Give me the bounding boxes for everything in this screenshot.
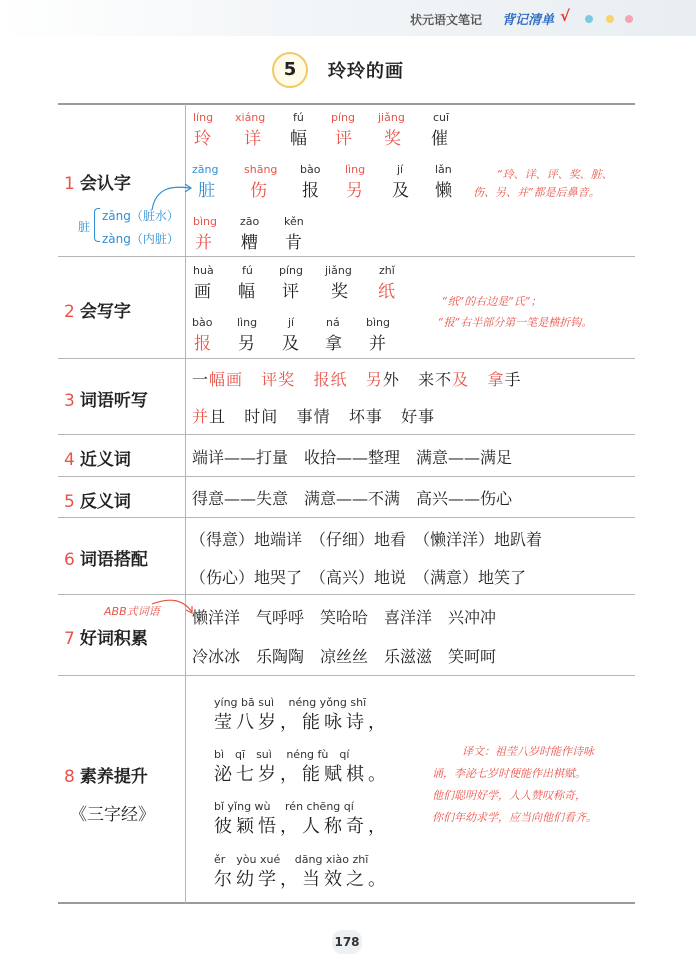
pinyin: jí <box>288 316 295 329</box>
pinyin: bìng <box>193 215 217 228</box>
row-divider <box>58 594 635 595</box>
section-recognize: 1 会认字 <box>64 174 131 194</box>
dot-icon <box>585 15 593 23</box>
section-antonyms: 5 反义词 <box>64 492 131 512</box>
pinyin: bào <box>300 163 321 176</box>
hanzi: 及 <box>282 334 299 354</box>
section-good-words: 7 好词积累 <box>64 629 148 649</box>
table-top-rule <box>58 103 635 105</box>
arrow-icon <box>150 596 196 618</box>
dictation-row-2: 并且 时间 事情 坏事 好事 <box>192 407 436 426</box>
pinyin: zāng <box>192 163 219 176</box>
poem-line: 尔幼学，当效之。 <box>214 869 390 890</box>
good-words-row-2: 冷冰冰 乐陶陶 凉丝丝 乐滋滋 笑呵呵 <box>192 647 497 666</box>
row-divider <box>58 675 635 676</box>
pinyin: líng <box>193 111 214 124</box>
poem-pinyin: ěr yòu xué dāng xiào zhī <box>214 853 369 866</box>
poem-translation: 译文：祖莹八岁时能作诗咏 诵，李泌七岁时便能作出棋赋。 他们聪明好学，人人赞叹称奇， 你们年幼求学，应当向他们看齐。 <box>432 745 597 824</box>
poem-line: 彼颖悟，人称奇， <box>214 816 390 837</box>
arrow-icon <box>148 180 194 214</box>
pinyin: jí <box>397 163 404 176</box>
hanzi: 肯 <box>285 233 302 253</box>
hanzi: 另 <box>346 181 363 201</box>
dot-icon <box>606 15 614 23</box>
pinyin: bào <box>192 316 213 329</box>
hanzi: 拿 <box>325 334 342 354</box>
poem-pinyin: yíng bā suì néng yǒng shī <box>214 696 367 709</box>
abb-label: ABB式词语 <box>104 605 160 618</box>
hanzi: 伤 <box>250 181 267 201</box>
write-note: “纸”的右边是“氏”； “报”右半部分第一笔是横折钩。 <box>438 295 593 329</box>
hanzi: 报 <box>194 334 211 354</box>
brand-title: 背记清单 <box>502 13 555 28</box>
table-bottom-rule <box>58 902 635 904</box>
hanzi: 报 <box>302 181 319 201</box>
hanzi: 脏 <box>198 181 215 201</box>
poem-pinyin: bì qī suì néng fù qí <box>214 748 350 761</box>
hanzi: 评 <box>335 129 352 149</box>
row-divider <box>58 256 635 257</box>
pinyin: xiáng <box>235 111 266 124</box>
pinyin: lǎn <box>435 163 452 176</box>
pinyin: jiǎng <box>378 111 405 124</box>
pinyin: píng <box>279 264 303 277</box>
section-collocation: 6 词语搭配 <box>64 550 148 570</box>
dot-icon <box>625 15 633 23</box>
pinyin: cuī <box>433 111 450 124</box>
section-literacy-subtitle: 《三字经》 <box>70 805 155 825</box>
hanzi: 评 <box>282 282 299 302</box>
poem-pinyin: bǐ yǐng wù rén chēng qí <box>214 800 354 813</box>
hanzi: 幅 <box>238 282 255 302</box>
hanzi: 懒 <box>435 181 452 201</box>
section-literacy: 8 素养提升 <box>64 767 148 787</box>
hanzi: 另 <box>238 334 255 354</box>
pinyin: zhǐ <box>379 264 395 277</box>
hanzi: 画 <box>194 282 211 302</box>
hanzi: 催 <box>431 129 448 149</box>
row-divider <box>58 517 635 518</box>
pinyin: píng <box>331 111 355 124</box>
brace-icon <box>94 208 100 242</box>
hanzi: 糟 <box>241 233 258 253</box>
collocation-row-1: （得意）地端详 （仔细）地看 （懒洋洋）地趴着 <box>190 530 543 549</box>
pinyin: huà <box>193 264 214 277</box>
check-icon: √ <box>560 7 571 25</box>
row-divider <box>58 358 635 359</box>
hanzi: 并 <box>195 233 212 253</box>
page-number: 178 <box>332 930 362 954</box>
section-synonyms: 4 近义词 <box>64 450 131 470</box>
hanzi: 玲 <box>194 129 211 149</box>
pinyin: fú <box>242 264 253 277</box>
header-banner <box>0 0 696 36</box>
pinyin: bìng <box>366 316 390 329</box>
poem-line: 泌七岁，能赋棋。 <box>214 764 390 785</box>
section-write: 2 会写字 <box>64 302 131 322</box>
lesson-number: 5 <box>272 52 308 88</box>
zang-char: 脏 <box>78 220 91 234</box>
pinyin: zāo <box>240 215 260 228</box>
zang-reading-1: zāng（脏水） <box>102 209 179 223</box>
lesson-title: 玲玲的画 <box>328 61 404 82</box>
pinyin: fú <box>293 111 304 124</box>
good-words-row-1: 懒洋洋 气呼呼 笑哈哈 喜洋洋 兴冲冲 <box>192 608 497 627</box>
section-dictation: 3 词语听写 <box>64 391 148 411</box>
zang-reading-2: zàng（内脏） <box>102 232 179 246</box>
dictation-row-1: 一幅画 评奖 报纸 另外 来不及 拿手 <box>192 370 522 389</box>
hanzi: 幅 <box>290 129 307 149</box>
row-divider <box>58 434 635 435</box>
pinyin: jiǎng <box>325 264 352 277</box>
column-divider <box>185 104 186 903</box>
pinyin: kěn <box>284 215 304 228</box>
synonyms-row: 端详——打量 收拾——整理 满意——满足 <box>192 448 513 467</box>
hanzi: 详 <box>244 129 261 149</box>
series-title: 状元语文笔记 <box>410 13 483 27</box>
collocation-row-2: （伤心）地哭了 （高兴）地说 （满意）地笑了 <box>190 568 527 587</box>
hanzi: 奖 <box>384 129 401 149</box>
hanzi: 奖 <box>331 282 348 302</box>
pinyin: shāng <box>244 163 278 176</box>
pinyin: ná <box>326 316 340 329</box>
hanzi: 并 <box>369 334 386 354</box>
hanzi: 及 <box>392 181 409 201</box>
pinyin: lìng <box>237 316 258 329</box>
antonyms-row: 得意——失意 满意——不满 高兴——伤心 <box>192 489 513 508</box>
hanzi: 纸 <box>378 282 395 302</box>
pinyin: lìng <box>345 163 366 176</box>
row-divider <box>58 476 635 477</box>
poem-line: 莹八岁，能咏诗， <box>214 712 390 733</box>
recognize-note: “玲、详、评、奖、脏、 伤、另、并”都是后鼻音。 <box>473 168 613 199</box>
